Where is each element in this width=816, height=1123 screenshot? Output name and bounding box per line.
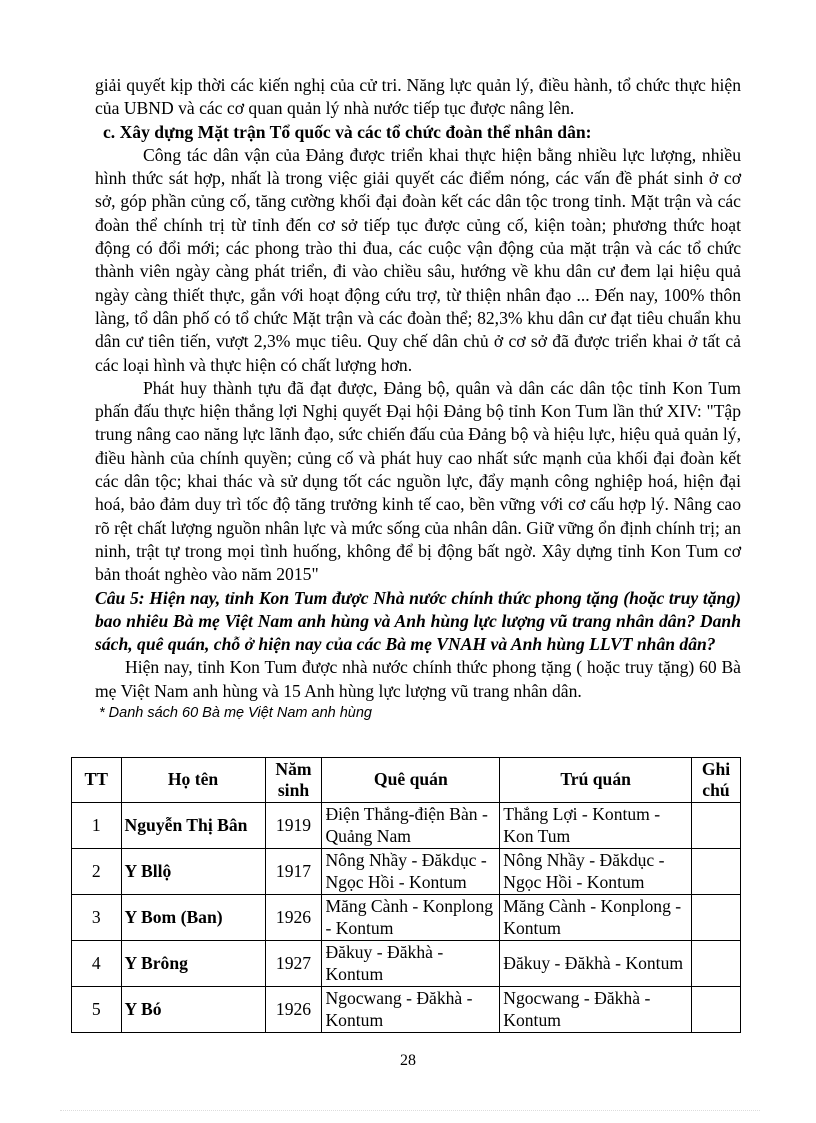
cell-name: Nguyễn Thị Bân [121, 803, 265, 849]
table-row [72, 987, 741, 1033]
cell-name: Y Bom (Ban) [121, 895, 265, 941]
table-header-row [72, 758, 741, 803]
page-number: 28 [400, 1052, 416, 1069]
cell-hometown: Đăkuy - Đăkhà - Kontum [322, 941, 500, 987]
header-note: Ghi chú [691, 758, 740, 803]
cell-note [691, 803, 740, 849]
cell-name: Y Bllộ [121, 849, 265, 895]
table-caption: * Danh sách 60 Bà mẹ Việt Nam anh hùng [99, 705, 372, 722]
cell-hometown: Ngocwang - Đăkhà - Kontum [322, 987, 500, 1033]
cell-hometown: Măng Cành - Konplong - Kontum [322, 895, 500, 941]
paragraph-dan-van: Công tác dân vận của Đảng được triển khai thực hiện bằng nhiều lực lượng, nhiều hình thức sát hợp, nhất là trong việc giải quyết các điểm nóng, các vấn đề phát sinh ở cơ sở, góp phần củng cố, tăng cường khối đại đoàn kết các dân tộc trong tỉnh. Mặt trận và các đoàn thể chính trị từ tỉnh đến cơ sở tiếp tục được củng cố, kiện toàn; phương thức hoạt động có đổi mới; các phong trào thi đua, các cuộc vận động của mặt trận và các tổ chức thành viên ngày càng phát triển, đi vào chiều sâu, hướng về khu dân cư đem lại hiệu quả ngày càng thiết thực, gắn với hoạt động cứu trợ, từ thiện nhân đạo ... Đến nay, 100% thôn làng, tổ dân phố có tổ chức Mặt trận và các đoàn thể; 82,3% khu dân cư đạt tiêu chuẩn khu dân cư tiên tiến, vượt 2,3% mục tiêu. Quy chế dân chủ ở cơ sở đã được triển khai ở tất cả các loại hình và thực hiện có chất lượng hơn. [95, 144, 741, 375]
header-name: Họ tên [121, 758, 265, 803]
cell-year: 1919 [265, 803, 322, 849]
cell-hometown: Nông Nhầy - Đăkdục - Ngọc Hồi - Kontum [322, 849, 500, 895]
table-row [72, 941, 741, 987]
cell-note [691, 941, 740, 987]
cell-tt: 2 [72, 849, 122, 895]
cell-name: Y Brông [121, 941, 265, 987]
cell-tt: 1 [72, 803, 122, 849]
cell-year: 1927 [265, 941, 322, 987]
paragraph-phat-huy: Phát huy thành tựu đã đạt được, Đảng bộ, quân và dân các dân tộc tỉnh Kon Tum phấn đấu thực hiện thắng lợi Nghị quyết Đại hội Đảng bộ tỉnh Kon Tum lần thứ XIV: "Tập trung nâng cao năng lực lãnh đạo, sức chiến đấu của Đảng bộ và hiệu lực, hiệu quả quản lý, điều hành của chính quyền; củng cố và phát huy cao nhất sức mạnh của khối đại đoàn kết các dân tộc; khai thác và sử dụng tốt các nguồn lực, đẩy mạnh công nghiệp hoá, hiện đại hoá, bảo đảm duy trì tốc độ tăng trưởng kinh tế cao, bền vững với cơ cấu hợp lý. Nâng cao rõ rệt chất lượng nguồn nhân lực và mức sống của nhân dân. Giữ vững ổn định chính trị; an ninh, trật tự trong mọi tình huống, không để bị động bất ngờ. Xây dựng tỉnh Kon Tum cơ bản thoát nghèo vào năm 2015" [95, 377, 741, 585]
page-footer-divider [60, 1110, 760, 1111]
cell-year: 1926 [265, 987, 322, 1033]
cell-residence: Thắng Lợi - Kontum - Kon Tum [500, 803, 692, 849]
document-body [95, 74, 741, 723]
header-hometown: Quê quán [322, 758, 500, 803]
cell-tt: 5 [72, 987, 122, 1033]
paragraph-answer: Hiện nay, tỉnh Kon Tum được nhà nước chính thức phong tặng ( hoặc truy tặng) 60 Bà mẹ Việt Nam anh hùng và 15 Anh hùng lực lượng vũ trang nhân dân. [95, 657, 741, 701]
paragraph-intro: giải quyết kịp thời các kiến nghị của cử tri. Năng lực quản lý, điều hành, tổ chức thực hiện của UBND và các cơ quan quản lý nhà nước tiếp tục được nâng lên. [95, 75, 741, 119]
header-residence: Trú quán [500, 758, 692, 803]
question-5: Câu 5: Hiện nay, tỉnh Kon Tum được Nhà nước chính thức phong tặng (hoặc truy tặng) bao nhiêu Bà mẹ Việt Nam anh hùng và Anh hùng lực lượng vũ trang nhân dân? Danh sách, quê quán, chỗ ở hiện nay của các Bà mẹ VNAH và Anh hùng LLVT nhân dân? [95, 587, 741, 655]
cell-residence: Ngocwang - Đăkhà - Kontum [500, 987, 692, 1033]
cell-year: 1926 [265, 895, 322, 941]
cell-hometown: Điện Thắng-điện Bàn - Quảng Nam [322, 803, 500, 849]
table-row [72, 803, 741, 849]
cell-residence: Nông Nhầy - Đăkdục - Ngọc Hồi - Kontum [500, 849, 692, 895]
cell-tt: 4 [72, 941, 122, 987]
header-tt: TT [72, 758, 122, 803]
cell-name: Y Bó [121, 987, 265, 1033]
cell-tt: 3 [72, 895, 122, 941]
table-row [72, 895, 741, 941]
heroic-mothers-table [71, 757, 741, 1033]
cell-residence: Măng Cành - Konplong - Kontum [500, 895, 692, 941]
section-heading-c: c. Xây dựng Mặt trận Tổ quốc và các tổ chức đoàn thể nhân dân: [103, 121, 592, 142]
cell-note [691, 849, 740, 895]
cell-residence: Đăkuy - Đăkhà - Kontum [500, 941, 692, 987]
table-row [72, 849, 741, 895]
cell-note [691, 895, 740, 941]
header-year: Năm sinh [265, 758, 322, 803]
cell-note [691, 987, 740, 1033]
cell-year: 1917 [265, 849, 322, 895]
